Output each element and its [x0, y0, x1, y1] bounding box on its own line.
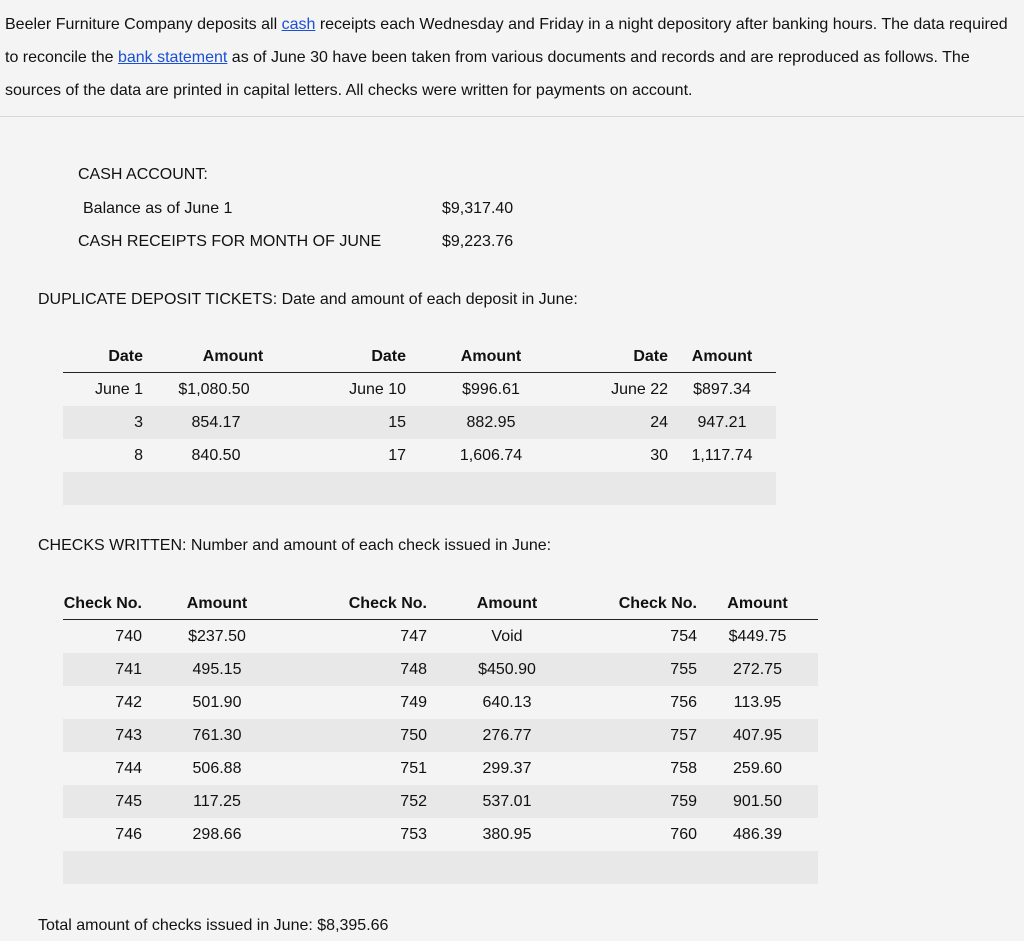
check-amount: 298.66 [192, 825, 242, 843]
check-amount: 901.50 [697, 785, 818, 818]
check-number: 748 [292, 653, 427, 686]
balance-label: Balance as of June 1 [83, 200, 233, 217]
deposit-amount: 854.17 [143, 406, 323, 439]
check-number: 749 [400, 693, 427, 711]
check-number: 759 [587, 785, 697, 818]
check-number: 750 [292, 719, 427, 752]
deposits-header-row [63, 341, 776, 373]
check-number: 744 [115, 759, 142, 777]
check-amount: 495.15 [142, 653, 292, 686]
deposit-date: 24 [576, 406, 668, 439]
check-amount: 380.95 [482, 825, 532, 843]
receipts-label: CASH RECEIPTS FOR MONTH OF JUNE [78, 233, 382, 250]
table-row [63, 686, 818, 719]
check-number: 757 [587, 719, 697, 752]
deposit-date: June 10 [349, 380, 406, 398]
check-amount: $237.50 [188, 627, 246, 645]
table-row [63, 719, 818, 752]
col-header-date: Date [63, 341, 143, 373]
deposit-date: 17 [388, 446, 406, 464]
col-header-check-no: Check No. [292, 588, 427, 620]
check-number: 756 [670, 693, 697, 711]
check-number: 743 [63, 719, 142, 752]
check-amount: 117.25 [142, 785, 292, 818]
check-amount: 299.37 [482, 759, 532, 777]
deposits-heading: DUPLICATE DEPOSIT TICKETS: Date and amount of each deposit in June: [38, 291, 578, 308]
col-header-amount: Amount [668, 341, 776, 373]
deposit-amount: $897.34 [693, 380, 751, 398]
intro-text-3: as of June 30 have been taken from various documents and records and are reproduced as follows. The sources of the data are printed in capital letters. All checks were written for payments on account. [5, 49, 970, 99]
check-number: 760 [670, 825, 697, 843]
deposit-date: 3 [63, 406, 143, 439]
table-row-empty [63, 851, 818, 884]
deposit-amount: 1,117.74 [691, 446, 753, 464]
cash-link[interactable]: cash [281, 16, 316, 33]
col-header-amount: Amount [427, 588, 587, 620]
deposit-date: 8 [134, 446, 143, 464]
check-number: 740 [115, 627, 142, 645]
deposit-amount: 1,606.74 [459, 446, 523, 464]
table-row [63, 653, 818, 686]
check-amount: 501.90 [192, 693, 242, 711]
deposit-amount: 882.95 [406, 406, 576, 439]
check-amount: 407.95 [697, 719, 818, 752]
deposit-date: June 22 [611, 380, 668, 398]
check-number: 741 [63, 653, 142, 686]
deposit-date: June 1 [94, 380, 143, 398]
check-amount: 537.01 [427, 785, 587, 818]
deposit-amount: $996.61 [462, 380, 520, 398]
check-amount: 276.77 [427, 719, 587, 752]
table-row [63, 406, 776, 439]
col-header-check-no: Check No. [63, 588, 142, 620]
deposit-amount: 840.50 [191, 446, 241, 464]
checks-header-row [63, 588, 818, 620]
check-amount: 640.13 [482, 693, 532, 711]
col-header-check-no: Check No. [587, 588, 697, 620]
deposit-amount: 947.21 [668, 406, 776, 439]
col-header-amount: Amount [142, 588, 292, 620]
check-amount: 113.95 [733, 693, 782, 711]
table-row [63, 620, 818, 654]
checks-heading: CHECKS WRITTEN: Number and amount of each check issued in June: [38, 537, 552, 554]
check-number: 752 [292, 785, 427, 818]
col-header-date: Date [323, 341, 406, 373]
col-header-amount: Amount [697, 588, 818, 620]
checks-table [63, 588, 818, 884]
check-number: 747 [400, 627, 427, 645]
balance-value: $9,317.40 [442, 200, 514, 217]
bank-statement-link[interactable]: bank statement [117, 49, 228, 66]
intro-paragraph [5, 8, 1010, 107]
check-amount: 272.75 [697, 653, 818, 686]
deposit-amount: $1,080.50 [178, 380, 250, 398]
table-row [63, 752, 818, 785]
cash-account-heading: CASH ACCOUNT: [78, 166, 208, 183]
receipts-value: $9,223.76 [442, 233, 514, 250]
check-amount: 506.88 [192, 759, 242, 777]
intro-text-2: receipts each Wednesday and Friday in a night depository after banking hours. The data required to reconcile the [5, 16, 1008, 66]
check-number: 745 [63, 785, 142, 818]
check-number: 753 [400, 825, 427, 843]
divider [0, 116, 1024, 117]
table-row-empty [63, 472, 776, 505]
deposits-table [63, 341, 776, 505]
deposit-date: 30 [650, 446, 668, 464]
check-amount: $450.90 [427, 653, 587, 686]
check-amount: 761.30 [142, 719, 292, 752]
check-number: 746 [115, 825, 142, 843]
check-number: 754 [670, 627, 697, 645]
col-header-amount: Amount [143, 341, 323, 373]
table-row [63, 439, 776, 472]
table-row [63, 785, 818, 818]
check-amount: 486.39 [733, 825, 782, 843]
table-row [63, 818, 818, 851]
table-row [63, 373, 776, 407]
check-amount: 259.60 [733, 759, 782, 777]
check-number: 758 [670, 759, 697, 777]
check-number: 755 [587, 653, 697, 686]
check-number: 751 [400, 759, 427, 777]
check-amount: Void [491, 627, 523, 645]
intro-text-1: Beeler Furniture Company deposits all [5, 16, 282, 33]
deposit-date: 15 [323, 406, 406, 439]
col-header-date: Date [576, 341, 668, 373]
col-header-amount: Amount [406, 341, 576, 373]
check-amount: $449.75 [728, 627, 787, 645]
checks-total: Total amount of checks issued in June: $8,395.66 [38, 917, 389, 934]
check-number: 742 [115, 693, 142, 711]
